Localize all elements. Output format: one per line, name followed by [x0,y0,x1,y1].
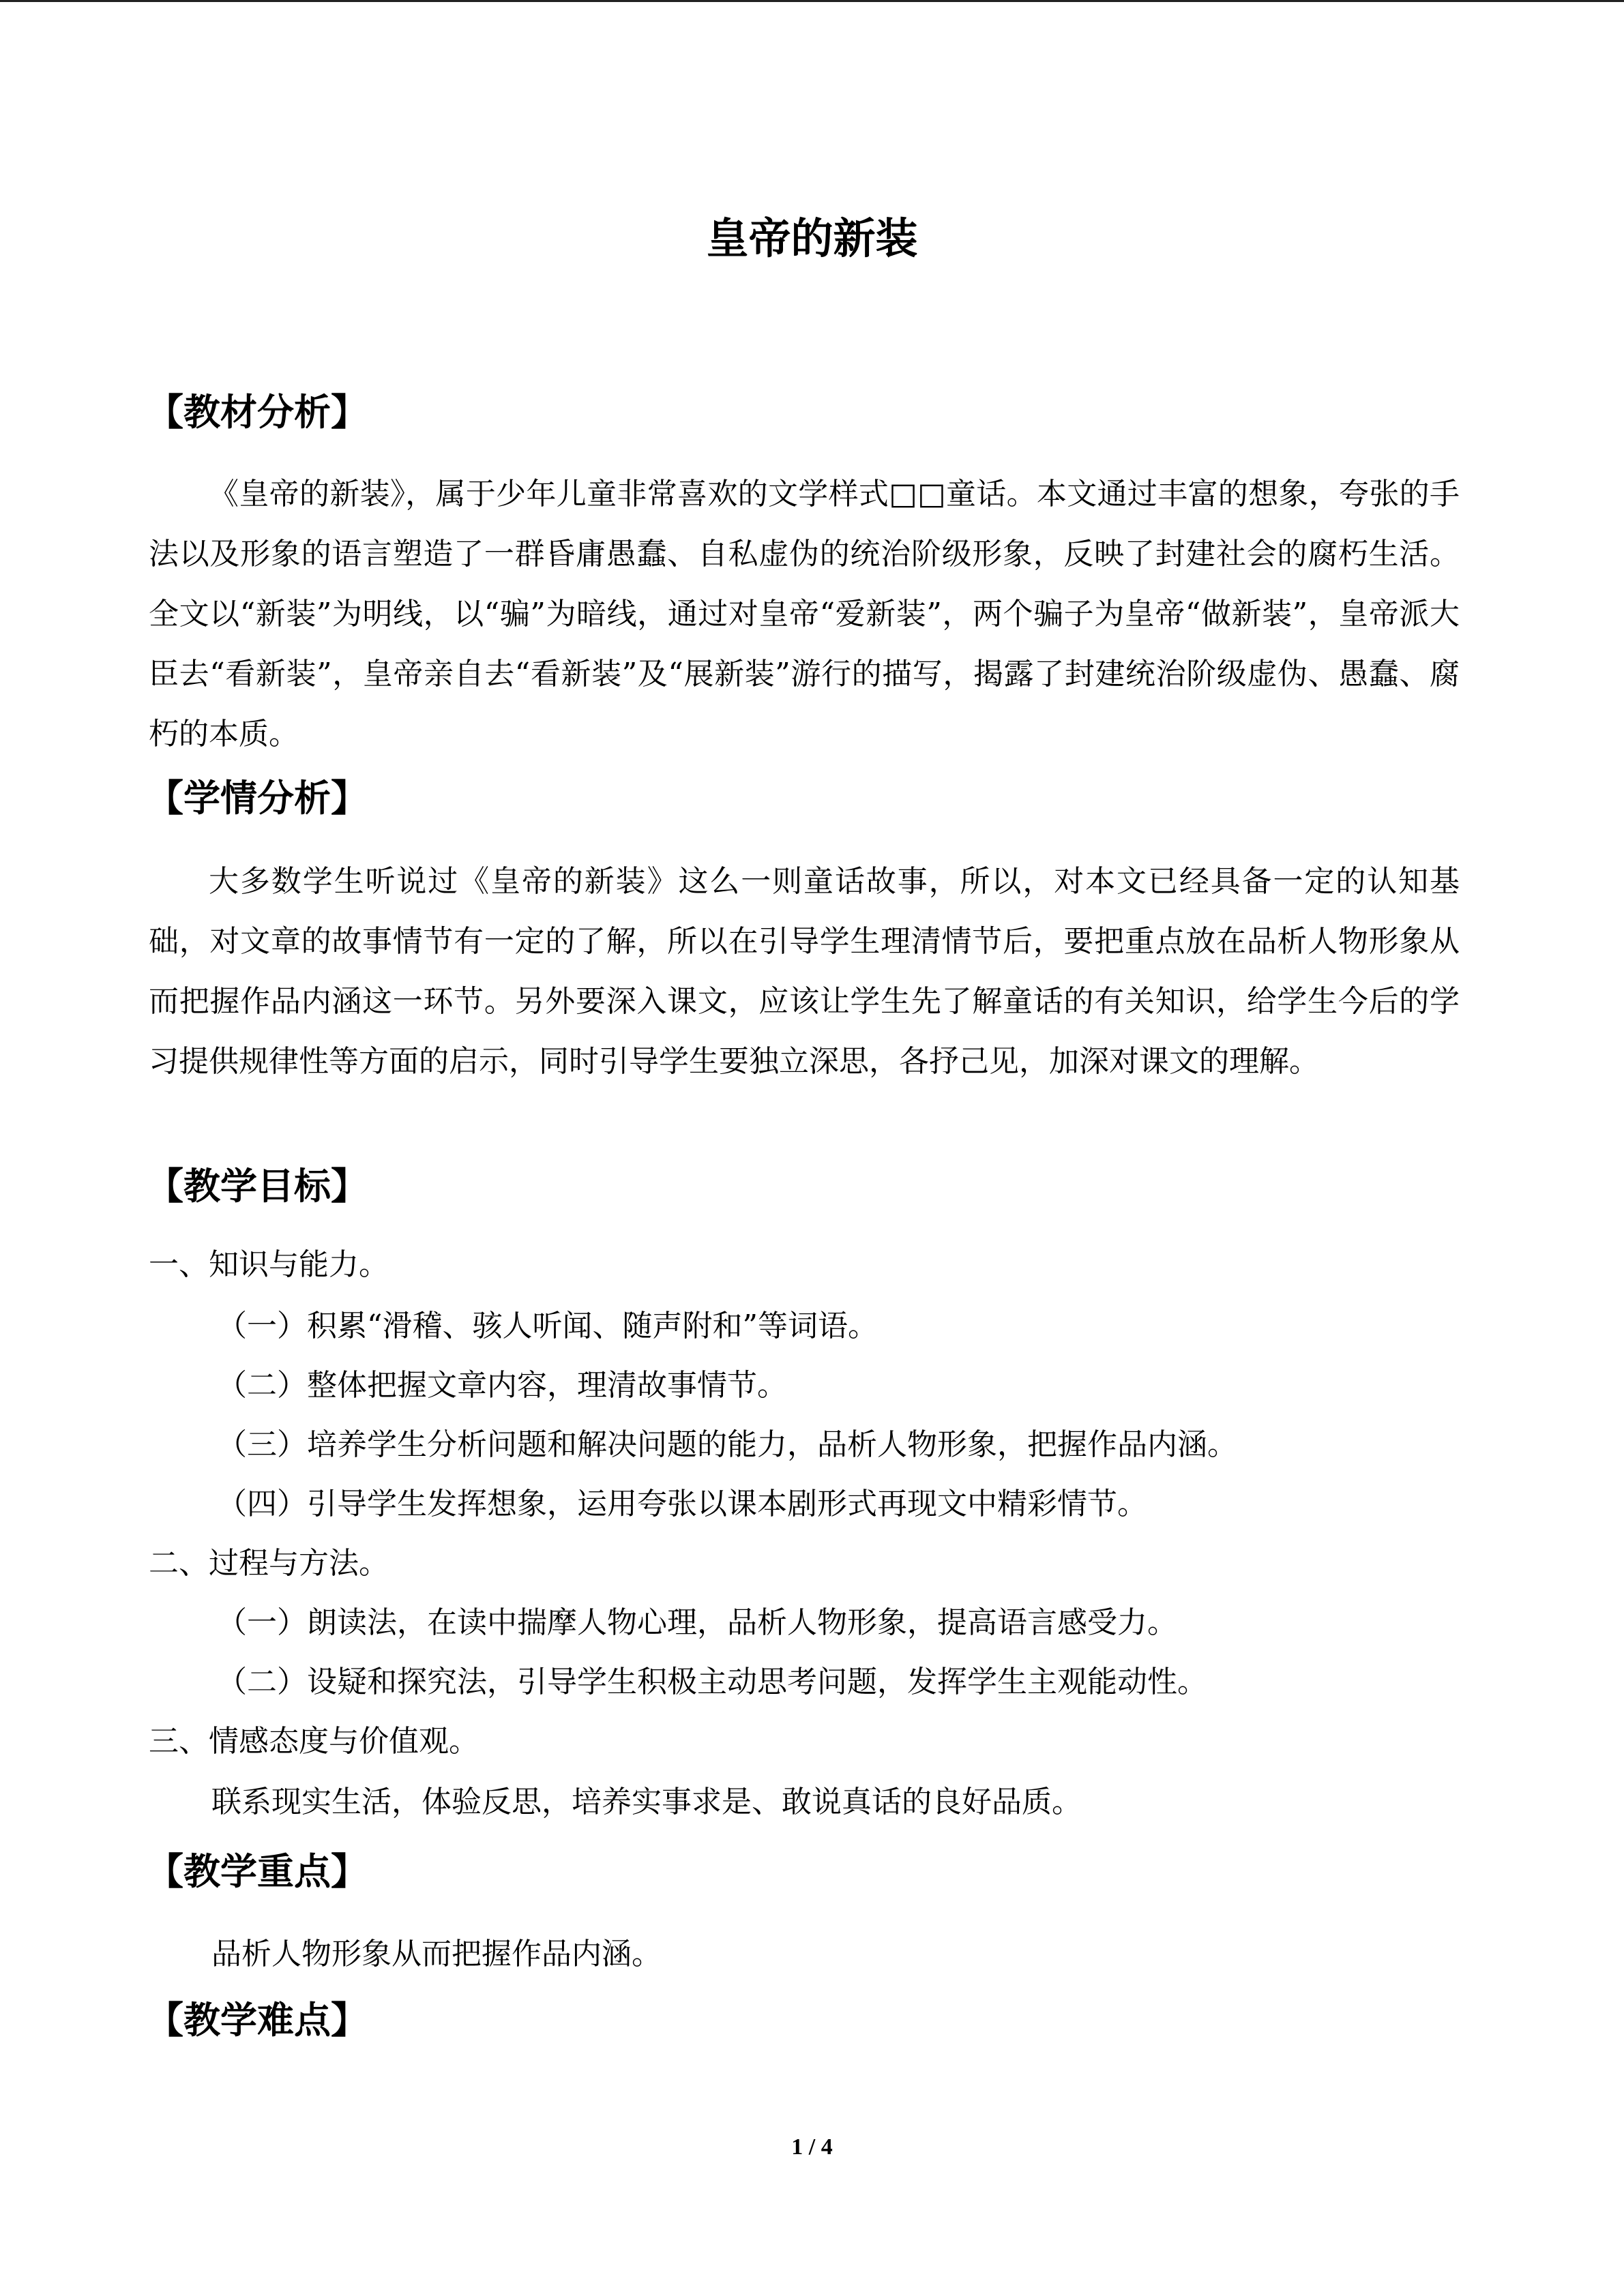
heading-material-analysis: 【教材分析】 [147,391,368,434]
goal-emotion-values: 三、情感态度与价值观。 [149,1724,479,1759]
goal-knowledge-ability: 一、知识与能力。 [149,1247,389,1282]
goal-item: （四）引导学生发挥想象，运用夸张以课本剧形式再现文中精彩情节。 [217,1487,1147,1521]
student-analysis-text: 大多数学生听说过《皇帝的新装》这么一则童话故事，所以，对本文已经具备一定的认知基础，对文章的故事情节有一定的了解，所以在引导学生理清情节后，要把重点放在品析人物形象从而把握作品内涵这一环节。另外要深入课文，应该让学生先了解童话的有关知识，给学生今后的学习提供规律性等方面的启示，同时引导学生要独立深思，各抒己见，加深对课文的理解。 [149,864,1460,1079]
goal-item: 联系现实生活，体验反思，培养实事求是、敢说真话的良好品质。 [211,1785,1082,1819]
heading-teaching-focus: 【教学重点】 [147,1850,368,1893]
page-number: 1 / 4 [791,2134,833,2160]
heading-student-analysis: 【学情分析】 [147,777,368,820]
goal-item: （二）整体把握文章内容，理清故事情节。 [217,1368,787,1403]
page-top-border [0,0,1624,2]
goal-item: （一）积累“滑稽、骇人听闻、随声附和”等词语。 [217,1309,878,1343]
heading-teaching-goals: 【教学目标】 [147,1165,368,1208]
goal-process-method: 二、过程与方法。 [149,1546,389,1581]
teaching-focus-text: 品析人物形象从而把握作品内涵。 [211,1937,662,1971]
goal-item: （二）设疑和探究法，引导学生积极主动思考问题，发挥学生主观能动性。 [217,1665,1207,1699]
heading-teaching-difficulty: 【教学难点】 [147,1999,368,2042]
document-title: 皇帝的新装 [706,213,918,263]
goal-item: （三）培养学生分析问题和解决问题的能力，品析人物形象，把握作品内涵。 [217,1427,1237,1462]
material-analysis-text: 《皇帝的新装》，属于少年儿童非常喜欢的文学样式□□童话。本文通过丰富的想象，夸张的手法以及形象的语言塑造了一群昏庸愚蠢、自私虚伪的统治阶级形象，反映了封建社会的腐朽生活。全文以“新装”为明线，以“骗”为暗线，通过对皇帝“爱新装”，两个骗子为皇帝“做新装”，皇帝派大臣去“看新装”，皇帝亲自去“看新装”及“展新装”游行的描写，揭露了封建统治阶级虚伪、愚蠢、腐朽的本质。 [149,477,1460,751]
goal-item: （一）朗读法，在读中揣摩人物心理，品析人物形象，提高语言感受力。 [217,1605,1177,1640]
